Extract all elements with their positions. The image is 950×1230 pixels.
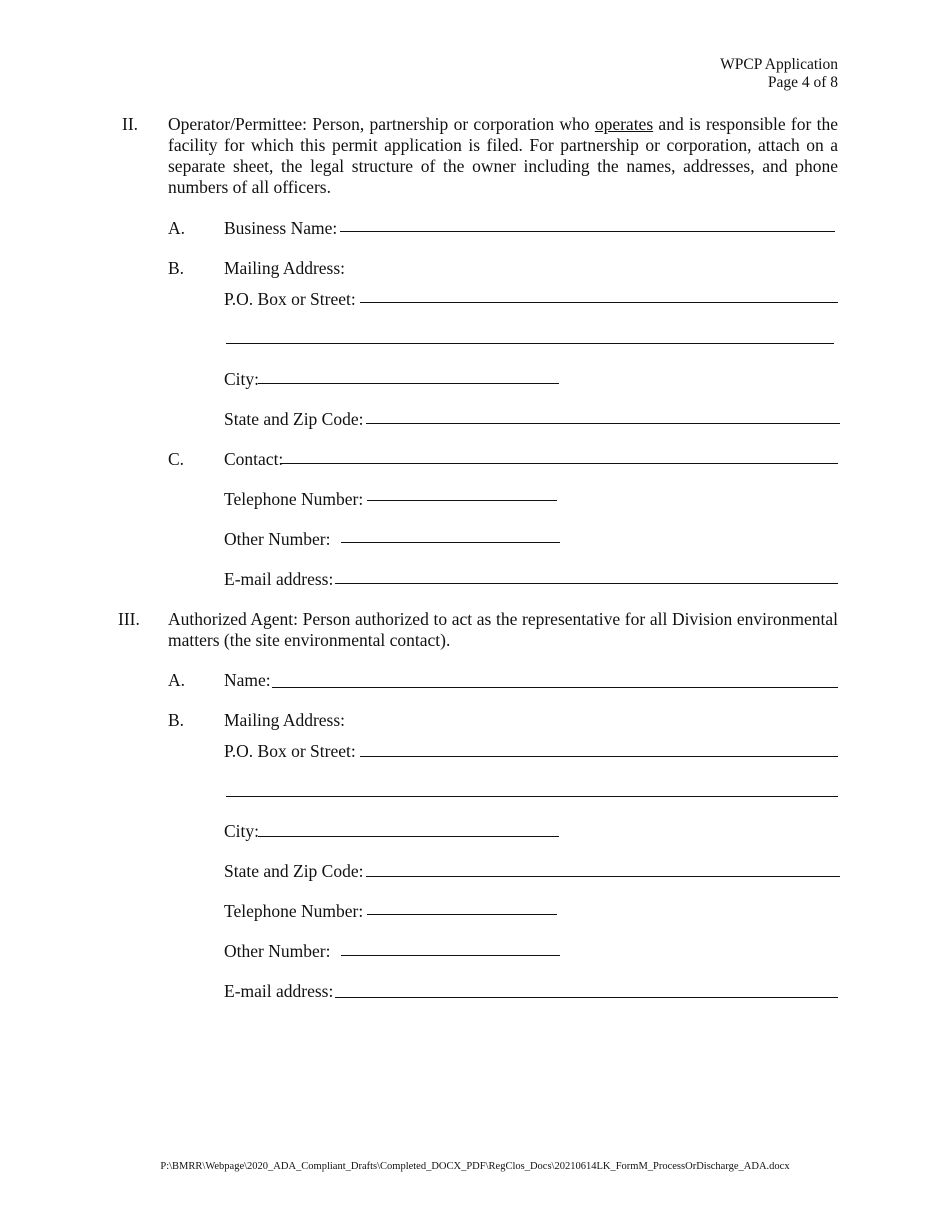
business-name-label: Business Name: xyxy=(224,218,338,238)
file-path-footer: P:\BMRR\Webpage\2020_ADA_Compliant_Drafts\Completed_DOCX_PDF\RegClos_Docs\20210614LK_FormM_ProcessOrDischarge_ADA.docx xyxy=(160,1161,790,1172)
section-ii-numeral: II. xyxy=(122,114,139,134)
page-header xyxy=(720,56,838,92)
state-zip-field[interactable] xyxy=(366,423,840,424)
item-iii-b-letter: B. xyxy=(168,710,185,730)
other-number-label: Other Number: xyxy=(224,529,331,549)
agent-street-field-line2[interactable] xyxy=(226,796,838,797)
business-name-field[interactable] xyxy=(340,231,835,232)
mailing-address-heading: Mailing Address: xyxy=(224,258,346,278)
item-ii-a-letter: A. xyxy=(168,218,186,238)
agent-city-label: City: xyxy=(224,821,260,841)
header-title: WPCP Application xyxy=(720,56,838,73)
item-ii-c-letter: C. xyxy=(168,449,185,469)
street-label: P.O. Box or Street: xyxy=(224,289,356,309)
agent-state-zip-field[interactable] xyxy=(366,876,840,877)
agent-street-label: P.O. Box or Street: xyxy=(224,741,356,761)
other-number-field[interactable] xyxy=(341,542,560,543)
operates-underlined: operates xyxy=(594,114,654,134)
agent-email-label: E-mail address: xyxy=(224,981,334,1001)
item-iii-a-letter: A. xyxy=(168,670,186,690)
agent-state-zip-label: State and Zip Code: xyxy=(224,861,364,881)
agent-telephone-label: Telephone Number: xyxy=(224,901,364,921)
page-number: Page 4 of 8 xyxy=(767,74,838,91)
contact-field[interactable] xyxy=(281,463,838,464)
telephone-label: Telephone Number: xyxy=(224,489,364,509)
agent-city-field[interactable] xyxy=(258,836,559,837)
email-label: E-mail address: xyxy=(224,569,334,589)
agent-other-number-field[interactable] xyxy=(341,955,560,956)
state-zip-label: State and Zip Code: xyxy=(224,409,364,429)
city-label: City: xyxy=(224,369,260,389)
agent-mailing-address-heading: Mailing Address: xyxy=(224,710,346,730)
section-iii-text: Authorized Agent: Person authorized to act as the representative for all Division environmental matters (the site environmental contact). xyxy=(168,609,838,650)
telephone-field[interactable] xyxy=(367,500,557,501)
contact-label: Contact: xyxy=(224,449,284,469)
agent-other-number-label: Other Number: xyxy=(224,941,331,961)
section-iii-numeral: III. xyxy=(118,609,140,629)
agent-street-field[interactable] xyxy=(360,756,838,757)
section-ii-text: Operator/Permittee: Person, partnership or corporation who operates and is responsible for the facility for which this permit application is filed. For partnership or corporation, attach on a separate sheet, the legal structure of the owner including the names, addresses, and phone numbers of all officers. xyxy=(168,114,839,197)
agent-telephone-field[interactable] xyxy=(367,914,557,915)
agent-name-field[interactable] xyxy=(272,687,838,688)
agent-name-label: Name: xyxy=(224,670,271,690)
city-field[interactable] xyxy=(258,383,559,384)
item-ii-b-letter: B. xyxy=(168,258,185,278)
agent-email-field[interactable] xyxy=(335,997,838,998)
street-field-line2[interactable] xyxy=(226,343,834,344)
email-field[interactable] xyxy=(335,583,838,584)
street-field[interactable] xyxy=(360,302,838,303)
